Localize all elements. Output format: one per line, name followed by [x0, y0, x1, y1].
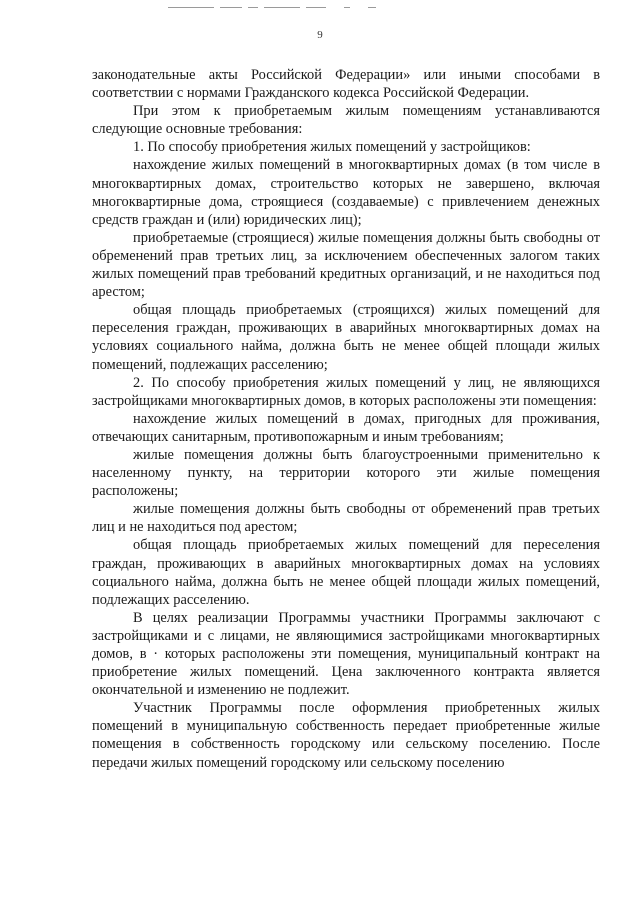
paragraph-transfer: Участник Программы после оформления приобретенных жилых помещений в муниципальную собственность передает приобретенные жилые помещения в собственность городскому или сельскому поселению. После передачи жилых помещений городскому или сельскому поселению	[92, 700, 600, 771]
paragraph-section-2-item-4: общая площадь приобретаемых жилых помещений для переселения граждан, проживающих в аварийных многоквартирных домах на условиях социального найма, должна быть не менее общей площади жилых помещений, подлежащих расселению.	[92, 537, 600, 608]
paragraph-section-2-item-2: жилые помещения должны быть благоустроенными применительно к населенному пункту, на территории которого эти жилые помещения расположены;	[92, 446, 600, 500]
paragraph-section-2-item-3: жилые помещения должны быть свободны от обременений прав третьих лиц и не находиться под арестом;	[92, 501, 600, 536]
paragraph-continuation: законодательные акты Российской Федерации» или иными способами в соответствии с нормами Гражданского кодекса Российской Федерации.	[92, 67, 600, 102]
paragraph-section-2-heading: 2. По способу приобретения жилых помещений у лиц, не являющихся застройщиками многоквартирных домов, в которых расположены эти помещения:	[92, 374, 600, 409]
page-number: 9	[317, 29, 323, 41]
paragraph-section-1-item-2: приобретаемые (строящиеся) жилые помещения должны быть свободны от обременений прав третьих лиц, за исключением обеспеченных залогом таких жилых помещений прав требований кредитных организаций, и не находиться под арестом;	[92, 229, 600, 301]
paragraph-requirements-intro: При этом к приобретаемым жилым помещениям устанавливаются следующие основные требования:	[92, 103, 600, 138]
paragraph-section-1-heading: 1. По способу приобретения жилых помещений у застройщиков:	[133, 139, 531, 156]
paragraph-section-1-item-1: нахождение жилых помещений в многоквартирных домах (в том числе в многоквартирных домах, строительство которых не завершено, включая многоквартирные дома, строящиеся (создаваемые) с привлечением денежных средств граждан и (или) юридических лиц);	[92, 157, 600, 228]
document-body	[92, 66, 600, 772]
paragraph-section-1-item-3: общая площадь приобретаемых (строящихся) жилых помещений для переселения граждан, проживающих в аварийных многоквартирных домах на условиях социального найма, должна быть не менее общей площади жилых помещений, подлежащих расселению;	[92, 302, 600, 373]
paragraph-contract: В целях реализации Программы участники Программы заключают с застройщиками и с лицами, не являющимися застройщиками многоквартирных домов, в · которых расположены эти помещения, муниципальный контракт на приобретение жилых помещений. Цена заключенного контракта является окончательной и изменению не подлежит.	[92, 609, 600, 699]
paragraph-section-2-item-1: нахождение жилых помещений в домах, пригодных для проживания, отвечающих санитарным, противопожарным и иным требованиям;	[92, 410, 600, 445]
scan-artifact-marks	[168, 6, 388, 10]
